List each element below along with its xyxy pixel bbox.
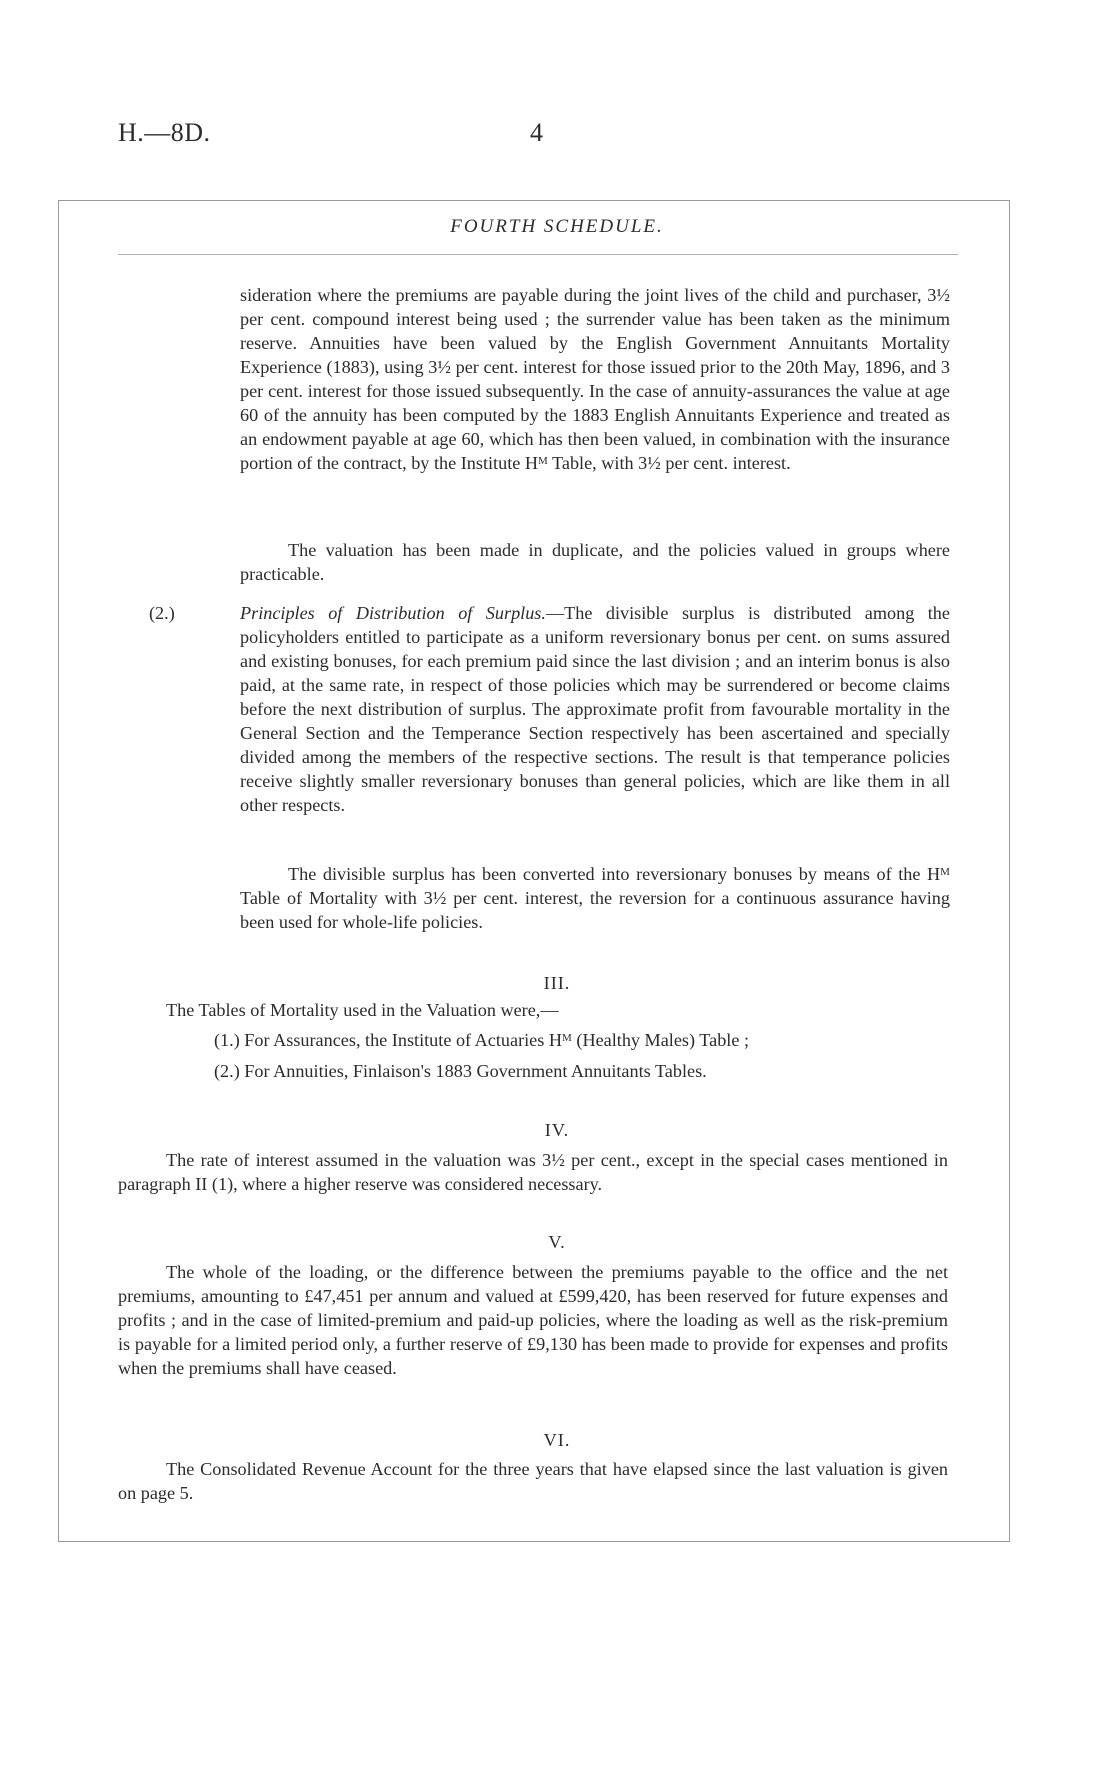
section-iv-heading: IV. xyxy=(544,1120,570,1140)
principles-body: —The divisible surplus is distributed among the policyholders entitled to participate as a uniform reversionary bonus per cent. on sums assured and existing bonuses, for each premium paid since the last division ; and an interim bonus is also paid, at the same rate, in respect of those policies which may be surrendered or become claims before the next distribution of surplus. The approximate profit from favourable mortality in the General Section and the Temperance Section respectively has been ascertained and specially divided among the members of the respective sections. The result is that temperance policies receive slightly smaller reversionary bonuses than general policies, which are like them in all other respects. xyxy=(240,603,950,815)
continued-paragraph: sideration where the premiums are payable during the joint lives of the child and purchaser, 3½ per cent. compound interest being used ; the surrender value has been taken as the minimum reserve. Annuities have been valued by the English Government Annuitants Mortality Experience (1883), using 3½ per cent. interest for those issued prior to the 20th May, 1896, and 3 per cent. interest for those issued subsequently. In the case of annuity-assurances the value at age 60 of the annuity has been computed by the 1883 English Annuitants Experience and treated as an endowment payable at age 60, which has then been valued, in combination with the insurance portion of the contract, by the Institute Hᴹ Table, with 3½ per cent. interest. xyxy=(240,285,950,473)
document-reference: H.—8D. xyxy=(118,118,211,147)
list-item: (1.) For Assurances, the Institute of Actuaries Hᴹ (Healthy Males) Table ; xyxy=(214,1030,750,1050)
converted-surplus-paragraph: The divisible surplus has been converted into reversionary bonuses by means of the Hᴹ Table of Mortality with 3½ per cent. interest, the reversion for a continuous assurance having been used for whole-life policies. xyxy=(240,864,950,932)
title-rule xyxy=(118,254,958,255)
list-item: (2.) For Annuities, Finlaison's 1883 Government Annuitants Tables. xyxy=(214,1061,707,1081)
section-v-heading: V. xyxy=(548,1232,566,1252)
duplicate-valuation-paragraph: The valuation has been made in duplicate, and the policies valued in groups where practicable. xyxy=(240,540,950,584)
section-iii-heading: III. xyxy=(543,973,571,993)
loading-paragraph: The whole of the loading, or the difference between the premiums payable to the office and the net premiums, amounting to £47,451 per annum and valued at £599,420, has been reserved for future expenses and profits ; and in the case of limited-premium and paid-up policies, where the loading as well as the risk-premium is payable for a limited period only, a further reserve of £9,130 has been made to provide for expenses and profits when the premiums shall have ceased. xyxy=(118,1262,948,1378)
mortality-tables-intro: The Tables of Mortality used in the Valuation were,— xyxy=(166,1000,559,1020)
revenue-account-paragraph: The Consolidated Revenue Account for the three years that have elapsed since the last valuation is given on page 5. xyxy=(118,1459,948,1503)
principles-paragraph xyxy=(240,601,950,817)
principles-number: (2.) xyxy=(149,603,175,623)
schedule-title: FOURTH SCHEDULE. xyxy=(450,216,664,237)
section-vi-heading: VI. xyxy=(543,1430,571,1450)
interest-rate-paragraph: The rate of interest assumed in the valuation was 3½ per cent., except in the special cases mentioned in paragraph II (1), where a higher reserve was considered necessary. xyxy=(118,1150,948,1194)
page-number: 4 xyxy=(530,118,543,147)
principles-title: Principles of Distribution of Surplus. xyxy=(240,603,546,623)
